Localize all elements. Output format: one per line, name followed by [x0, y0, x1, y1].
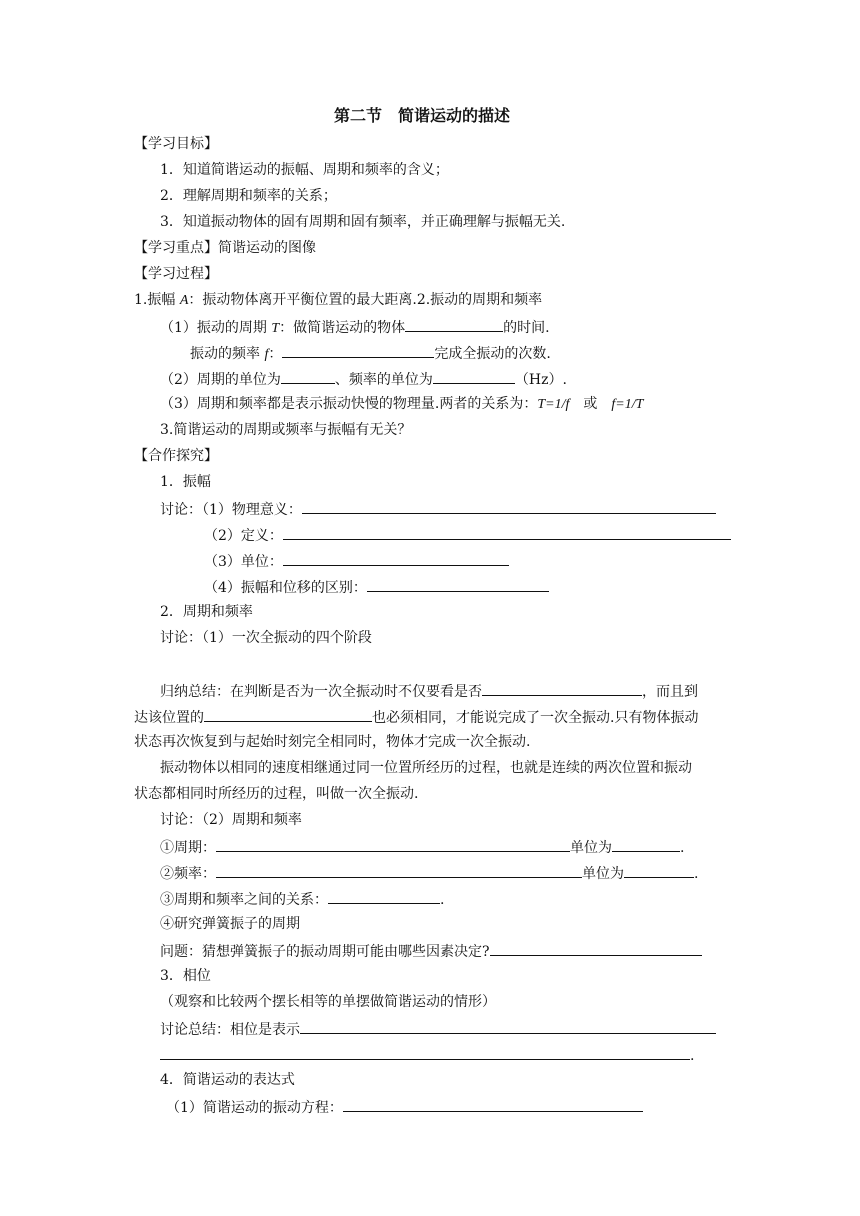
fill-blank[interactable] [367, 576, 549, 592]
text: . [690, 1048, 695, 1064]
text: 振动的频率 [190, 346, 265, 362]
fill-blank[interactable] [160, 1044, 690, 1060]
formula: f=1/T [611, 397, 644, 412]
fill-blank[interactable] [433, 368, 515, 384]
text: 1.振幅 [134, 292, 180, 308]
goal-item: 2．理解周期和频率的关系； [160, 188, 337, 204]
text: ①周期： [160, 840, 216, 856]
discussion-line [204, 524, 731, 546]
fill-blank[interactable] [405, 316, 503, 332]
text: 或 [569, 396, 612, 412]
fill-blank[interactable] [482, 680, 642, 696]
question-line: ④研究弹簧振子的周期 [160, 916, 300, 932]
process-line [134, 290, 542, 311]
section-heading-goals: 【学习目标】 [134, 136, 218, 152]
text: ③周期和频率之间的关系： [160, 892, 328, 908]
goal-item: 3．知道振动物体的固有周期和固有频率，并正确理解与振幅无关. [160, 214, 566, 230]
question-line [160, 862, 698, 884]
fill-blank[interactable] [282, 342, 434, 358]
text: （1）振动的周期 [160, 320, 272, 336]
text: ： [268, 346, 283, 362]
fill-blank[interactable] [300, 1018, 716, 1034]
text: ：做简谐运动的物体 [279, 320, 406, 336]
text: （Hz）. [514, 372, 567, 388]
text: . [694, 866, 699, 882]
text: 讨论总结：相位是表示 [160, 1022, 300, 1038]
section-heading-process: 【学习过程】 [134, 266, 218, 282]
text: 完成全振动的次数. [434, 346, 551, 362]
process-line [160, 394, 643, 415]
process-line [160, 368, 567, 390]
page-title: 第二节 简谐运动的描述 [334, 106, 511, 125]
text: ：振动物体离开平衡位置的最大距离.2.振动的周期和频率 [188, 292, 543, 308]
question-line [160, 836, 684, 858]
text: . [680, 840, 685, 856]
text: 的时间. [503, 320, 550, 336]
discussion-line [204, 550, 509, 572]
fill-blank[interactable] [283, 524, 731, 540]
text: （3）周期和频率都是表示振动快慢的物理量.两者的关系为： [160, 396, 538, 412]
text: ，而且到 [642, 684, 698, 700]
text: 问题：猜想弹簧振子的振动周期可能由哪些因素决定? [160, 944, 490, 960]
text: （2）周期的单位为 [160, 372, 281, 388]
text: ②频率： [160, 866, 216, 882]
fill-blank[interactable] [624, 862, 694, 878]
process-line [160, 316, 550, 339]
symbol-T: T [271, 321, 280, 336]
subsection-heading: 2．周期和频率 [160, 604, 253, 620]
symbol-A: A [179, 293, 189, 308]
discussion-line [160, 1044, 694, 1066]
summary-line: 状态再次恢复到与起始时刻完全相同时，物体才完成一次全振动. [134, 734, 531, 750]
text: （3）单位： [204, 554, 283, 570]
symbol-f: f [264, 347, 269, 362]
question-line [160, 888, 444, 910]
discussion-line [204, 576, 549, 598]
text: （1）简谐运动的振动方程： [166, 1100, 343, 1116]
text: 归纳总结：在判断是否为一次全振动时不仅要看是否 [160, 684, 482, 700]
text: （4）振幅和位移的区别： [204, 580, 367, 596]
summary-line [134, 706, 698, 728]
text: 达该位置的 [134, 710, 204, 726]
discussion-line: 讨论：（1）一次全振动的四个阶段 [160, 630, 372, 646]
text: 单位为 [582, 866, 624, 882]
fill-blank[interactable] [216, 862, 582, 878]
subsection-heading: 1．振幅 [160, 474, 211, 490]
fill-blank[interactable] [216, 836, 570, 852]
discussion-line [160, 1018, 716, 1040]
note-line: （观察和比较两个摆长相等的单摆做简谐运动的情形） [160, 994, 496, 1010]
summary-line [160, 680, 698, 702]
fill-blank[interactable] [204, 706, 372, 722]
summary-line: 振动物体以相同的速度相继通过同一位置所经历的过程，也就是连续的两次位置和振动 [160, 760, 692, 776]
fill-blank[interactable] [281, 368, 335, 384]
fill-blank[interactable] [302, 498, 716, 514]
section-heading-coop: 【合作探究】 [134, 448, 218, 464]
text: 单位为 [570, 840, 612, 856]
subsection-heading: 3．相位 [160, 968, 211, 984]
fill-blank[interactable] [612, 836, 680, 852]
subsection-heading: 4．简谐运动的表达式 [160, 1072, 295, 1088]
section-heading-focus: 【学习重点】简谐运动的图像 [134, 240, 316, 256]
formula: T=1/f [537, 397, 570, 412]
process-line [190, 342, 551, 365]
text: 、频率的单位为 [334, 372, 433, 388]
text: . [440, 892, 445, 908]
discussion-line [160, 498, 716, 520]
summary-line: 状态都相同时所经历的过程，叫做一次全振动. [134, 786, 419, 802]
fill-blank[interactable] [490, 940, 702, 956]
question-line [160, 940, 702, 962]
text: （2）定义： [204, 528, 283, 544]
discussion-line [166, 1096, 643, 1118]
process-line: 3.简谐运动的周期或频率与振幅有无关？ [160, 422, 412, 438]
fill-blank[interactable] [343, 1096, 643, 1112]
fill-blank[interactable] [283, 550, 509, 566]
discussion-line: 讨论：（2）周期和频率 [160, 812, 302, 828]
text: 也必须相同，才能说完成了一次全振动.只有物体振动 [372, 710, 699, 726]
text: 讨论：（1）物理意义： [160, 502, 302, 518]
goal-item: 1．知道简谐运动的振幅、周期和频率的含义； [160, 162, 449, 178]
fill-blank[interactable] [328, 888, 440, 904]
